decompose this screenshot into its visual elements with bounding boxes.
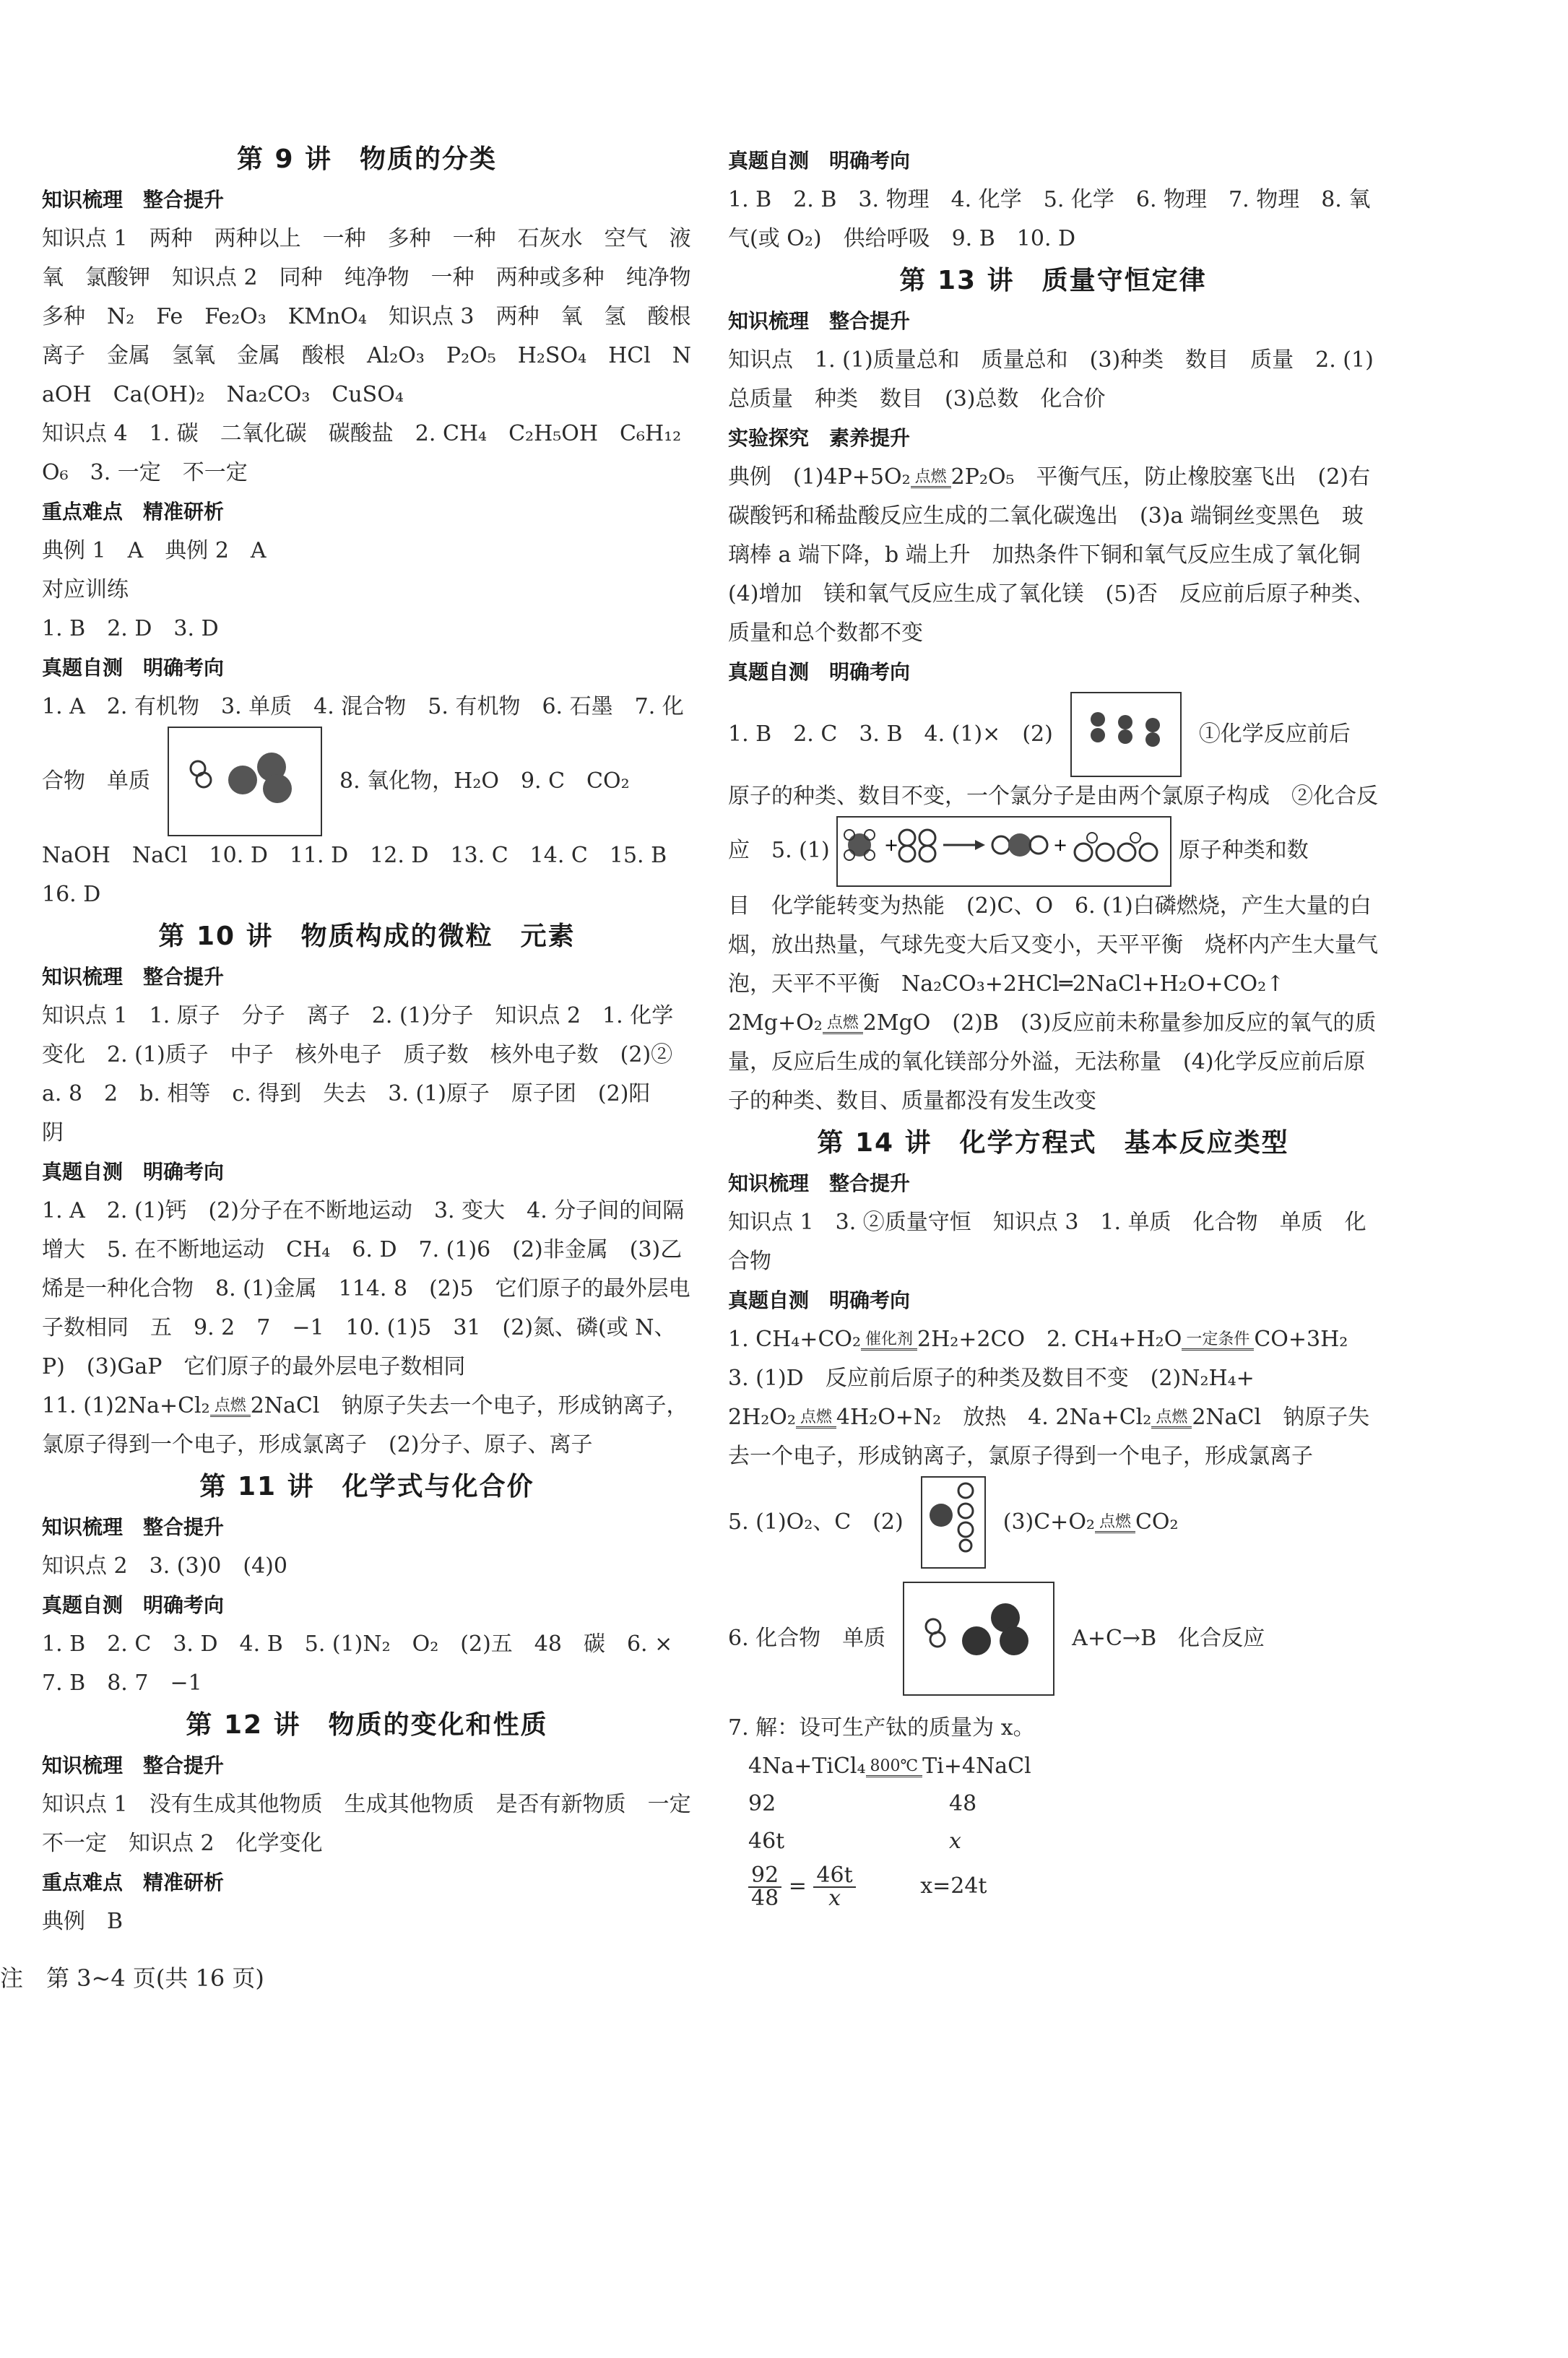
l9-figure-line [42, 727, 692, 836]
l9-knowledge-point-4: 知识点 4 1. 碳 二氧化碳 碳酸盐 2. CH₄ C₂H₅OH C₆H₁₂O₆ 3. 一定 不一定 [42, 421, 682, 485]
l14-eq5-right: CO₂ [1135, 1509, 1179, 1535]
l12-section-knowledge: 知识梳理 整合提升 [42, 1754, 225, 1777]
reaction-diagram [836, 816, 1171, 887]
calc-row-3 [748, 1823, 1378, 1860]
l14-test-answers-1 [728, 1320, 1378, 1398]
l13-section-test: 真题自测 明确考向 [728, 660, 911, 684]
l13-section-knowledge: 知识梳理 整合提升 [728, 309, 911, 333]
l14-eq1-right: 2H₂+2CO 2. CH₄+H₂O [917, 1327, 1182, 1352]
calc-eq-right: Ti+4NaCl [922, 1754, 1031, 1779]
l13-mg-eq-left: 2Mg+O₂ [728, 1010, 823, 1036]
l12-test-answers: 1. B 2. B 3. 物理 4. 化学 5. 化学 6. 物理 7. 物理 8. 氧气(或 O₂) 供给呼吸 9. B 10. D [728, 187, 1371, 251]
chlorine-atoms-diagram [1070, 692, 1182, 777]
calc-row-4 [748, 1865, 1378, 1915]
l13-section-experiment: 实验探究 素养提升 [728, 426, 911, 450]
left-column [42, 137, 713, 1941]
right-column [728, 142, 1392, 1915]
l14-q7-title: 7. 解：设可生产钛的质量为 x。 [728, 1715, 1035, 1741]
l14-eq5-arrow [1095, 1514, 1135, 1533]
l13-test-answers-2a: 原子的种类、数目不变，一个氯分子是由两个氯原子构成 ②化合反应 5. (1) [728, 784, 1378, 863]
lecture-13-title: 第 13 讲 质量守恒定律 [899, 266, 1207, 295]
l13-eq-arrow [911, 469, 951, 488]
l14-figure-line-5 [728, 1476, 1378, 1569]
l9-training-answers: 1. B 2. D 3. D [42, 616, 219, 641]
svg-text:+: + [1053, 835, 1068, 855]
l14-eq3-arrow [796, 1409, 836, 1429]
l12-example: 典例 B [42, 1909, 124, 1934]
l10-eq-left: 11. (1)2Na+Cl₂ [42, 1393, 210, 1418]
l13-test-answers-b: ①化学反应前后 [1198, 721, 1351, 747]
l9-examples: 典例 1 A 典例 2 A [42, 538, 267, 563]
calc-given-a: 46t [748, 1829, 785, 1854]
l13-test-answers-2b: 原子种类和数 [1178, 838, 1309, 863]
l14-test-answers-2 [728, 1398, 1378, 1476]
l12-section-key: 重点难点 精准研析 [42, 1871, 225, 1894]
l10-equation-answer [42, 1387, 692, 1465]
l9-knowledge-points: 知识点 1 两种 两种以上 一种 多种 一种 石灰水 空气 液氧 氯酸钾 知识点 2 同种 纯净物 一种 两种或多种 纯净物 多种 N₂ Fe Fe₂O₃ KMnO₄ 知识点 3 两种 氧 氢 酸根离子 金属 氢氧 金属 酸根 Al₂O₃ P₂O₅ H₂SO₄ HCl NaOH Ca(OH)₂ Na₂CO₃ CuSO₄ [42, 226, 713, 407]
l13-test-answers-a: 1. B 2. C 3. B 4. (1)× (2) [728, 721, 1053, 747]
l14-eq4-right: 2NaCl 钠原子失去一个电子，形成钠离子，氯原子得到一个电子，形成氯离子 [728, 1405, 1370, 1469]
l14-eq2-right: CO+3H₂ 3. (1)D 反应前后原子的种类及数目不变 (2)N₂H₄+ [728, 1327, 1370, 1391]
l14-q6-a: 6. 化合物 单质 [728, 1626, 886, 1651]
calc-equals: = [788, 1873, 807, 1899]
l14-q5-a: 5. (1)O₂、C (2) [728, 1509, 904, 1535]
l9-section-key: 重点难点 精准研析 [42, 500, 225, 524]
l9-section-test: 真题自测 明确考向 [42, 656, 225, 680]
lecture-9-title: 第 9 讲 物质的分类 [236, 144, 498, 174]
molecule-diagram-svg [169, 728, 321, 822]
l10-section-test: 真题自测 明确考向 [42, 1160, 225, 1184]
l11-test-answers: 1. B 2. C 3. D 4. B 5. (1)N₂ O₂ (2)五 48 碳 6. × 7. B 8. 7 −1 [42, 1631, 695, 1696]
l13-test-answers-2 [728, 777, 1378, 887]
page-footer: 注 第 3~4 页(共 16 页) [0, 1964, 264, 1992]
calc-mass-ratio-a: 92 [748, 1791, 776, 1816]
l14-section-test: 真题自测 明确考向 [728, 1288, 911, 1312]
l14-q5-b [1003, 1503, 1179, 1542]
l13-mg-eq-condition: 点燃 [823, 1015, 863, 1034]
l14-eq1-condition: 催化剂 [861, 1331, 917, 1351]
l12-knowledge-points: 知识点 1 没有生成其他物质 生成其他物质 是否有新物质 一定 不一定 知识点 2 化学变化 [42, 1792, 713, 1856]
l13-mg-eq-right: 2MgO (2)B (3)反应前未称量参加反应的氧气的质量，反应后生成的氧化镁部分外溢，无法称量 (4)化学反应前后原子的种类、数目、质量都没有发生改变 [728, 1010, 1377, 1114]
l14-eq3-left: 2H₂O₂ [728, 1405, 796, 1430]
l14-eq1-arrow [861, 1331, 917, 1351]
carbon-oxygen-svg [922, 1478, 984, 1554]
lecture-11-title: 第 11 讲 化学式与化合价 [199, 1472, 534, 1501]
l14-eq4-condition: 点燃 [1151, 1409, 1192, 1429]
calc-eq-arrow [866, 1758, 923, 1777]
lecture-12-title: 第 12 讲 物质的变化和性质 [186, 1710, 548, 1740]
calc-fraction-1 [748, 1865, 781, 1910]
l13-test-answers-3: 目 化学能转变为热能 (2)C、O 6. (1)白磷燃烧，产生大量的白烟，放出热量，气球先变大后又变小，天平平衡 烧杯内产生大量气泡，天平不平衡 Na₂CO₃+2HCl═2NaCl+H₂O+CO₂↑ [728, 893, 1378, 997]
l9-training-label: 对应训练 [42, 577, 129, 602]
l14-knowledge-points: 知识点 1 3. ②质量守恒 知识点 3 1. 单质 化合物 单质 化合物 [728, 1210, 1366, 1274]
calc-row-2 [748, 1785, 1378, 1823]
l9-figure-caption-b: 8. 氧化物，H₂O 9. C CO₂ [339, 768, 630, 794]
calc-fraction-2 [813, 1865, 855, 1910]
l11-knowledge-points: 知识点 2 3. (3)0 (4)0 [42, 1553, 287, 1579]
l9-section-knowledge: 知识梳理 整合提升 [42, 188, 225, 212]
l14-q7-calculation [748, 1748, 1378, 1915]
l13-eq-left: 典例 (1)4P+5O₂ [728, 464, 911, 490]
l12-section-test: 真题自测 明确考向 [728, 149, 911, 173]
calc-fraction-1-den: 48 [751, 1886, 779, 1911]
calc-eq-left: 4Na+TiCl₄ [748, 1754, 866, 1779]
molecule-diagram [168, 727, 322, 836]
l10-eq-condition: 点燃 [210, 1397, 251, 1417]
svg-text:+: + [884, 835, 899, 855]
l11-section-test: 真题自测 明确考向 [42, 1593, 225, 1617]
compound-element-diagram [903, 1582, 1054, 1696]
lecture-10-title: 第 10 讲 物质构成的微粒 元素 [158, 922, 576, 951]
l13-eq-right: 2P₂O₅ 平衡气压，防止橡胶塞飞出 (2)右 碳酸钙和稀盐酸反应生成的二氧化碳逸出 (3)a 端铜丝变黑色 玻璃棒 a 端下降，b 端上升 加热条件下铜和氧气反应生成了氧化铜 (4)增加 镁和氧气反应生成了氧化镁 (5)否 反应前后原子种类、质量和总个数都不变 [728, 464, 1392, 646]
l14-eq3-condition: 点燃 [796, 1409, 836, 1429]
reaction-diagram-svg [838, 818, 1170, 872]
l11-section-knowledge: 知识梳理 整合提升 [42, 1515, 225, 1539]
calc-given-b: x [949, 1829, 961, 1854]
chlorine-atoms-svg [1072, 693, 1180, 763]
l9-test-answers: 1. A 2. 有机物 3. 单质 4. 混合物 5. 有机物 6. 石墨 7. 化 [42, 694, 684, 719]
l14-eq4-arrow [1151, 1409, 1192, 1429]
calc-result: x=24t [920, 1873, 987, 1899]
carbon-oxygen-diagram [921, 1476, 986, 1569]
l13-figure-line-1 [728, 692, 1378, 777]
l13-mg-eq-arrow [823, 1015, 863, 1034]
lecture-14-title: 第 14 讲 化学方程式 基本反应类型 [817, 1128, 1289, 1158]
l10-section-knowledge: 知识梳理 整合提升 [42, 965, 225, 989]
l14-eq5-left: (3)C+O₂ [1002, 1509, 1095, 1535]
l14-eq3-right: 4H₂O+N₂ 放热 4. 2Na+Cl₂ [836, 1405, 1152, 1430]
l10-eq-right: 2NaCl 钠原子失去一个电子，形成钠离子，氯原子得到一个电子，形成氯离子 (2)分子、原子、离子 [42, 1393, 688, 1457]
l13-knowledge-points: 知识点 1. (1)质量总和 质量总和 (3)种类 数目 质量 2. (1)总质量 种类 数目 (3)总数 化合价 [728, 347, 1374, 412]
calc-eq-condition: 800℃ [866, 1758, 923, 1777]
l14-eq2-condition: 一定条件 [1182, 1331, 1254, 1351]
l14-section-knowledge: 知识梳理 整合提升 [728, 1171, 911, 1195]
l14-figure-line-6 [728, 1582, 1378, 1696]
l9-test-answers-2: NaOH NaCl 10. D 11. D 12. D 13. C 14. C 15. B 16. D [42, 843, 689, 907]
l14-q6-b: A+C→B 化合反应 [1072, 1626, 1265, 1651]
calc-fraction-1-num: 92 [748, 1865, 781, 1888]
l13-eq-condition: 点燃 [911, 469, 951, 488]
l10-eq-arrow [210, 1397, 251, 1417]
l10-knowledge-points: 知识点 1 1. 原子 分子 离子 2. (1)分子 知识点 2 1. 化学变化 2. (1)质子 中子 核外电子 质子数 核外电子数 (2)②a. 8 2 b. 相等 c. 得到 失去 3. (1)原子 原子团 (2)阳 阴 [42, 1003, 674, 1145]
l13-example [728, 458, 1392, 653]
l14-eq1-left: 1. CH₄+CO₂ [728, 1327, 862, 1352]
calc-fraction-2-num: 46t [813, 1865, 855, 1888]
calc-fraction-2-den: x [828, 1886, 841, 1911]
calc-mass-ratio-b: 48 [949, 1791, 977, 1816]
l9-figure-caption-a: 合物 单质 [42, 768, 150, 794]
calc-row-1 [748, 1748, 1378, 1785]
l13-test-answers-4 [728, 1004, 1378, 1121]
l14-eq2-arrow [1182, 1331, 1254, 1351]
l14-eq5-condition: 点燃 [1095, 1514, 1135, 1533]
compound-element-svg [904, 1583, 1053, 1681]
l10-test-answers: 1. A 2. (1)钙 (2)分子在不断地运动 3. 变大 4. 分子间的间隔增大 5. 在不断地运动 CH₄ 6. D 7. (1)6 (2)非金属 (3)乙烯是一种化合物 8. (1)金属 114. 8 (2)5 它们原子的最外层电子数相同 五 9. 2 7 −1 10. (1)5 31 (2)氮、磷(或 N、P) (3)GaP 它们原子的最外层电子数相同 [42, 1198, 690, 1379]
